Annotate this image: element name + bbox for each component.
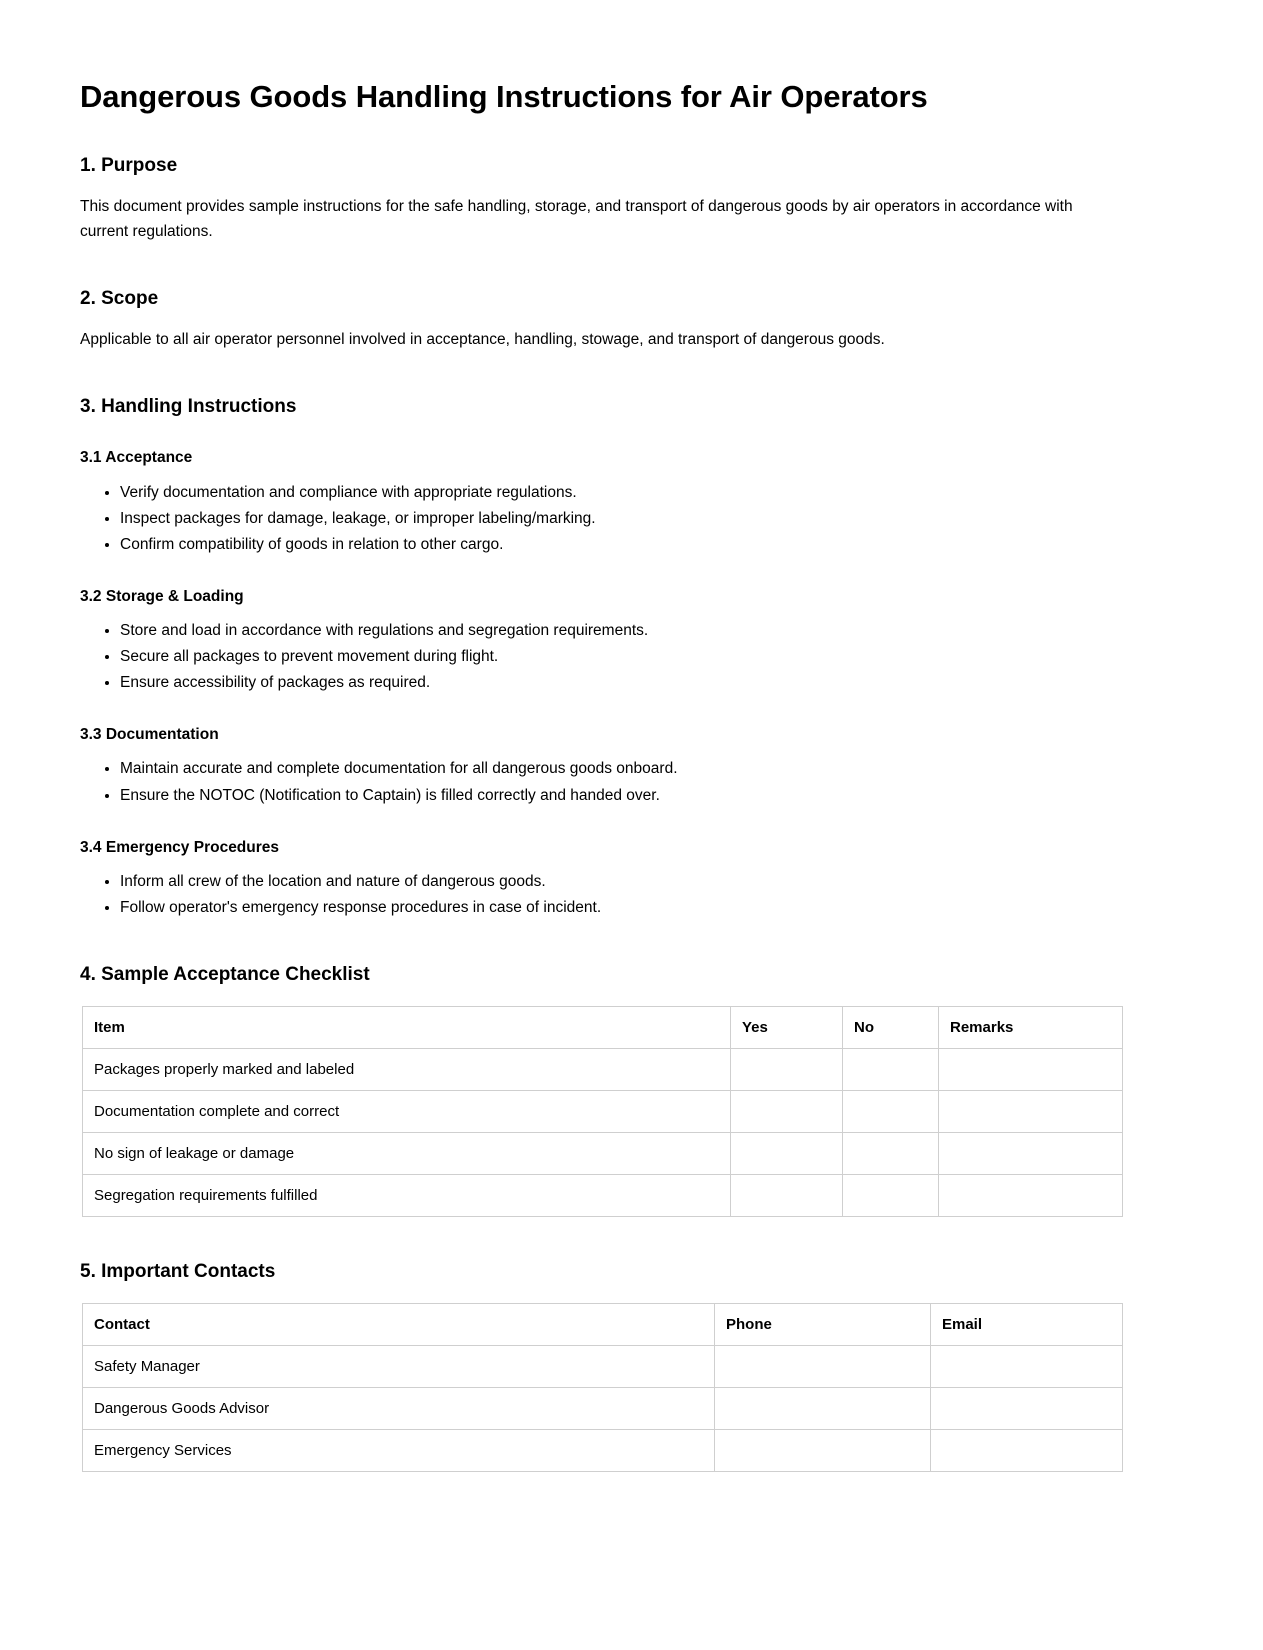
list-item: • Secure all packages to prevent movement during flight. [120,644,1183,669]
checklist-no-cell[interactable] [843,1048,939,1090]
table-row [83,1174,1123,1216]
list-item: • Verify documentation and compliance with appropriate regulations. [120,480,1183,505]
list-item: • Follow operator's emergency response procedures in case of incident. [120,895,1183,920]
subsection-heading-acceptance: 3.1 Acceptance [80,449,193,467]
list-item: • Ensure the NOTOC (Notification to Captain) is filled correctly and handed over. [120,783,1183,808]
scope-paragraph: Applicable to all air operator personnel involved in acceptance, handling, stowage, and transport of dangerous goods. [80,330,885,348]
checklist-yes-cell[interactable] [731,1048,843,1090]
list-item: • Inspect packages for damage, leakage, or improper labeling/marking. [120,506,1183,531]
subsection-heading-emergency-procedures: 3.4 Emergency Procedures [80,838,280,856]
contact-email-cell[interactable] [931,1387,1123,1429]
contact-phone-cell[interactable] [715,1387,931,1429]
section-heading-handling-instructions: 3. Handling Instructions [80,395,297,417]
checklist-item-label: Packages properly marked and labeled [83,1048,731,1090]
list-item: • Inform all crew of the location and nature of dangerous goods. [120,869,1183,894]
contact-email-cell[interactable] [931,1345,1123,1387]
checklist-no-cell[interactable] [843,1090,939,1132]
acceptance-list [80,480,1183,557]
list-item: • Ensure accessibility of packages as required. [120,670,1183,695]
contact-phone-cell[interactable] [715,1429,931,1471]
contact-name-cell: Emergency Services [83,1429,715,1471]
checklist-remarks-cell[interactable] [939,1174,1123,1216]
checklist-item-label: Segregation requirements fulfilled [83,1174,731,1216]
table-row [83,1090,1123,1132]
page-title: Dangerous Goods Handling Instructions for Air Operators [80,79,928,114]
storage-loading-list [80,618,1183,695]
subsection-heading-documentation: 3.3 Documentation [80,726,219,744]
contact-email-cell[interactable] [931,1429,1123,1471]
purpose-paragraph: This document provides sample instructions for the safe handling, storage, and transport of dangerous goods by air operators in accordance with current regulations. [80,197,1073,240]
column-header-remarks: Remarks [939,1006,1123,1048]
column-header-email: Email [931,1303,1123,1345]
checklist-no-cell[interactable] [843,1174,939,1216]
table-row [83,1345,1123,1387]
table-row [83,1132,1123,1174]
contact-name-cell: Dangerous Goods Advisor [83,1387,715,1429]
column-header-phone: Phone [715,1303,931,1345]
list-item: • Confirm compatibility of goods in relation to other cargo. [120,532,1183,557]
table-header-row [83,1303,1123,1345]
list-item: • Maintain accurate and complete documentation for all dangerous goods onboard. [120,756,1183,781]
table-row [83,1048,1123,1090]
section-heading-purpose: 1. Purpose [80,154,178,176]
section-heading-sample-acceptance-checklist: 4. Sample Acceptance Checklist [80,964,370,986]
checklist-remarks-cell[interactable] [939,1048,1123,1090]
list-item: • Store and load in accordance with regulations and segregation requirements. [120,618,1183,643]
checklist-no-cell[interactable] [843,1132,939,1174]
checklist-yes-cell[interactable] [731,1174,843,1216]
section-heading-important-contacts: 5. Important Contacts [80,1260,276,1282]
important-contacts-table [82,1303,1123,1472]
emergency-procedures-list [80,869,1183,920]
column-header-no: No [843,1006,939,1048]
checklist-item-label: Documentation complete and correct [83,1090,731,1132]
checklist-remarks-cell[interactable] [939,1132,1123,1174]
contact-phone-cell[interactable] [715,1345,931,1387]
contact-name-cell: Safety Manager [83,1345,715,1387]
checklist-yes-cell[interactable] [731,1090,843,1132]
checklist-item-label: No sign of leakage or damage [83,1132,731,1174]
column-header-yes: Yes [731,1006,843,1048]
table-row [83,1429,1123,1471]
acceptance-checklist-table [82,1006,1123,1217]
column-header-item: Item [83,1006,731,1048]
checklist-yes-cell[interactable] [731,1132,843,1174]
table-row [83,1387,1123,1429]
documentation-list [80,756,1183,807]
column-header-contact: Contact [83,1303,715,1345]
checklist-remarks-cell[interactable] [939,1090,1123,1132]
table-header-row [83,1006,1123,1048]
section-heading-scope: 2. Scope [80,287,159,309]
subsection-heading-storage-loading: 3.2 Storage & Loading [80,587,244,605]
